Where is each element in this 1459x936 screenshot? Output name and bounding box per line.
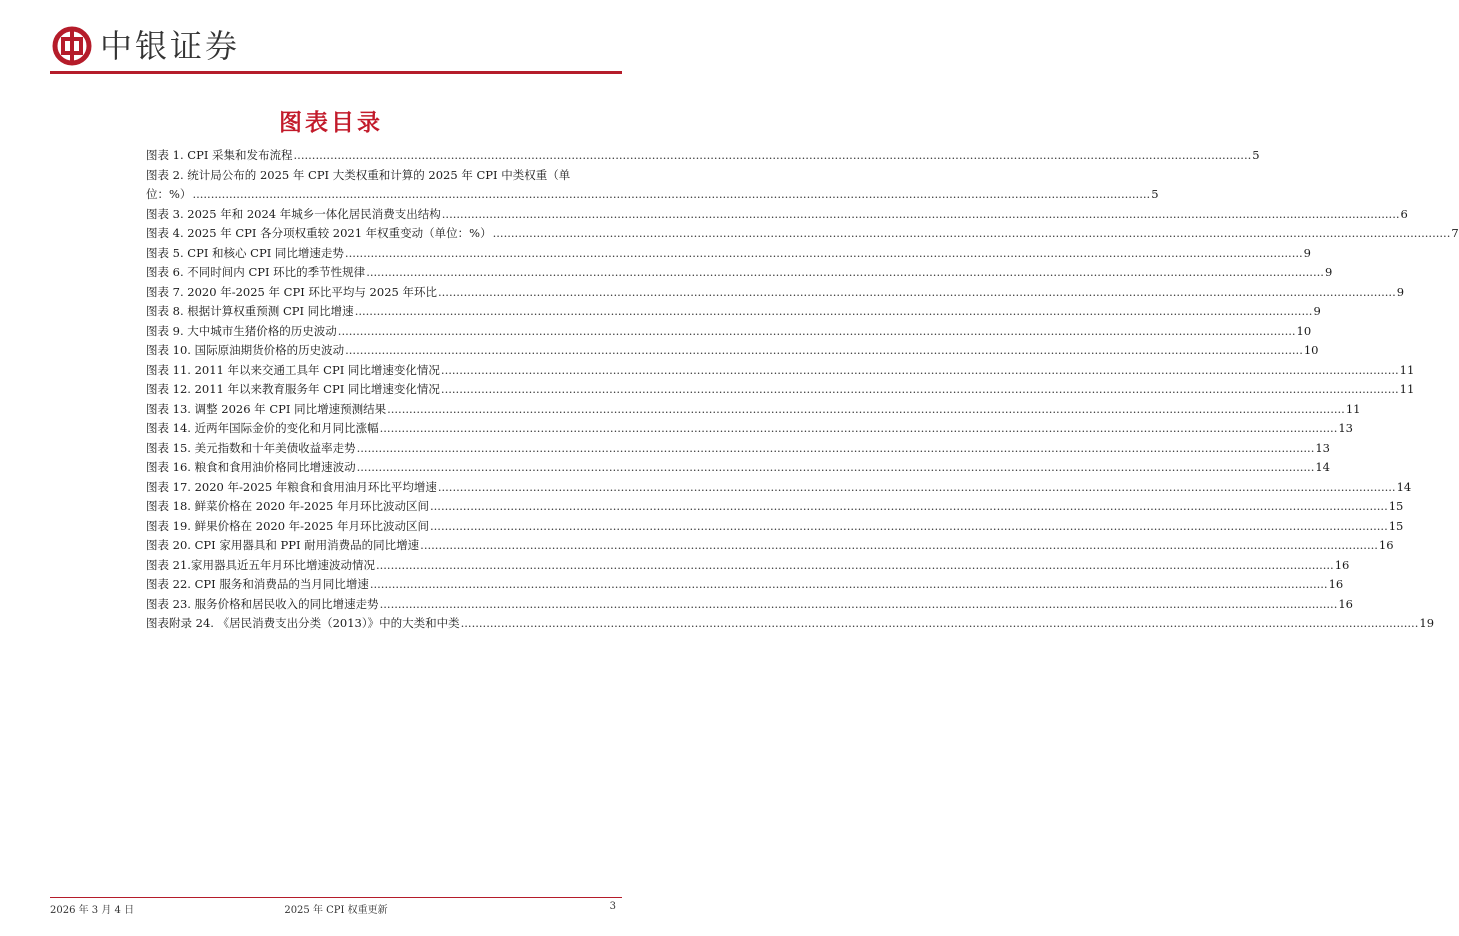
toc-leader-dots — [438, 478, 1396, 498]
toc-entry-label: 图表 1. CPI 采集和发布流程 — [146, 148, 293, 162]
toc-entry-page: 16 — [1328, 577, 1344, 591]
toc-entry-label: 图表 9. 大中城市生猪价格的历史波动 — [146, 323, 337, 338]
toc-entry-page: 9 — [1313, 304, 1321, 318]
toc-leader-dots — [387, 400, 1345, 420]
toc-entry-label: 图表 10. 国际原油期货价格的历史波动 — [146, 343, 345, 357]
toc-entry[interactable] — [146, 400, 1361, 420]
toc-leader-dots — [366, 263, 1324, 283]
toc-entry-label: 图表 20. CPI 家用器具和 PPI 耐用消费品的同比增速 — [146, 538, 420, 552]
toc-leader-dots — [357, 439, 1315, 459]
toc-leader-dots — [294, 146, 1252, 166]
toc-entry-label: 图表 11. 2011 年以来交通工具年 CPI 同比增速变化情况 — [146, 362, 440, 377]
toc-leader-dots — [493, 224, 1451, 244]
toc-leader-dots — [420, 536, 1378, 556]
toc-entry-label: 图表 6. 不同时间内 CPI 环比的季节性规律 — [146, 265, 366, 279]
toc-leader-dots — [338, 322, 1296, 342]
toc-entry[interactable] — [146, 517, 1404, 537]
toc-entry[interactable] — [146, 146, 1260, 166]
toc-entry-label: 图表 22. CPI 服务和消费品的当月同比增速 — [146, 577, 369, 591]
toc-entry-page: 9 — [1303, 245, 1311, 260]
table-of-figures — [146, 146, 1459, 634]
toc-entry[interactable] — [146, 185, 1159, 205]
page-title: 图表目录 — [279, 110, 383, 136]
toc-entry-label: 图表附录 24. 《居民消费支出分类（2013）》中的大类和中类 — [146, 616, 460, 630]
toc-entry-page: 9 — [1324, 265, 1333, 279]
toc-entry-page: 10 — [1296, 323, 1312, 338]
toc-entry-page: 9 — [1396, 284, 1405, 299]
toc-leader-dots — [380, 595, 1338, 615]
toc-entry[interactable] — [146, 575, 1344, 595]
toc-leader-dots — [380, 419, 1338, 439]
toc-entry-label: 图表 18. 鲜菜价格在 2020 年-2025 年月环比波动区间 — [146, 499, 429, 513]
brand-name: 中银证券 — [100, 27, 241, 65]
toc-entry-label: 图表 3. 2025 年和 2024 年城乡一体化居民消费支出结构 — [146, 206, 441, 221]
toc-entry[interactable] — [146, 283, 1405, 303]
toc-leader-dots — [345, 341, 1303, 361]
toc-leader-dots — [355, 302, 1313, 322]
toc-entry-page: 5 — [1252, 148, 1260, 162]
toc-entry-label: 图表 17. 2020 年-2025 年粮食和食用油月环比平均增速 — [146, 479, 437, 494]
toc-entry-page: 11 — [1399, 362, 1415, 377]
toc-entry-page: 11 — [1345, 401, 1361, 416]
toc-entry-page: 15 — [1388, 518, 1404, 533]
toc-leader-dots — [461, 614, 1419, 634]
toc-entry-label: 位：%） — [146, 187, 192, 201]
toc-entry-label: 图表 5. CPI 和核心 CPI 同比增速走势 — [146, 245, 344, 260]
footer-page-number: 3 — [609, 901, 616, 912]
toc-entry[interactable] — [146, 556, 1350, 576]
toc-entry-page: 7 — [1451, 226, 1459, 240]
toc-entry[interactable] — [146, 224, 1459, 244]
toc-entry[interactable] — [146, 302, 1321, 322]
toc-entry[interactable] — [146, 536, 1394, 556]
toc-entry-page: 16 — [1378, 538, 1394, 552]
toc-leader-dots — [442, 205, 1400, 225]
toc-entry-page: 6 — [1400, 206, 1408, 221]
toc-entry[interactable] — [146, 497, 1404, 517]
toc-entry[interactable] — [146, 419, 1353, 439]
toc-entry-page: 5 — [1151, 187, 1159, 201]
toc-entry-page: 13 — [1338, 421, 1353, 435]
toc-entry-label-line1: 图表 2. 统计局公布的 2025 年 CPI 大类权重和计算的 2025 年 CPI 中类权重（单 — [146, 167, 571, 182]
toc-entry-label: 图表 8. 根据计算权重预测 CPI 同比增速 — [146, 304, 354, 318]
toc-entry-page: 16 — [1338, 596, 1353, 611]
header — [52, 24, 240, 68]
toc-entry[interactable] — [146, 380, 1415, 400]
toc-entry[interactable] — [146, 263, 1333, 283]
toc-leader-dots — [441, 380, 1399, 400]
toc-leader-dots — [441, 361, 1399, 381]
toc-entry-page: 16 — [1334, 557, 1350, 572]
footer-divider — [50, 897, 622, 898]
toc-entry-label: 图表 7. 2020 年-2025 年 CPI 环比平均与 2025 年环比 — [146, 284, 437, 299]
toc-entry-label: 图表 16. 粮食和食用油价格同比增速波动 — [146, 460, 356, 474]
toc-entry-page: 14 — [1315, 460, 1330, 474]
footer-date: 2026 年 3 月 4 日 — [50, 905, 135, 916]
toc-entry-label: 图表 21.家用器具近五年月环比增速波动情况 — [146, 557, 375, 572]
toc-entry-page: 14 — [1396, 479, 1412, 494]
toc-leader-dots — [430, 517, 1388, 537]
toc-entry-page: 15 — [1388, 499, 1404, 513]
toc-entry-page: 13 — [1315, 440, 1330, 455]
toc-entry[interactable] — [146, 614, 1435, 634]
header-divider — [50, 71, 622, 74]
toc-entry-label: 图表 23. 服务价格和居民收入的同比增速走势 — [146, 596, 379, 611]
toc-entry[interactable] — [146, 595, 1353, 615]
toc-entry-wrapped-line[interactable] — [146, 166, 622, 186]
toc-entry[interactable] — [146, 478, 1412, 498]
toc-entry-label: 图表 13. 调整 2026 年 CPI 同比增速预测结果 — [146, 401, 387, 416]
toc-entry-page: 10 — [1303, 343, 1319, 357]
toc-leader-dots — [370, 575, 1328, 595]
toc-leader-dots — [357, 458, 1315, 478]
toc-entry-label: 图表 4. 2025 年 CPI 各分项权重较 2021 年权重变动（单位：%） — [146, 226, 492, 240]
toc-leader-dots — [438, 283, 1396, 303]
toc-entry-label: 图表 19. 鲜果价格在 2020 年-2025 年月环比波动区间 — [146, 518, 429, 533]
toc-entry-label: 图表 12. 2011 年以来教育服务年 CPI 同比增速变化情况 — [146, 382, 440, 396]
toc-entry[interactable] — [146, 361, 1415, 381]
toc-leader-dots — [192, 185, 1150, 205]
toc-entry[interactable] — [146, 458, 1330, 478]
toc-entry-label: 图表 15. 美元指数和十年美债收益率走势 — [146, 440, 356, 455]
bank-of-china-logo-icon — [52, 26, 92, 66]
toc-leader-dots — [430, 497, 1388, 517]
toc-entry[interactable] — [146, 439, 1330, 459]
toc-entry[interactable] — [146, 244, 1311, 264]
footer-report-title: 2025 年 CPI 权重更新 — [284, 905, 388, 916]
toc-entry-page: 19 — [1419, 616, 1435, 630]
toc-leader-dots — [376, 556, 1334, 576]
toc-entry[interactable] — [146, 322, 1312, 342]
toc-entry[interactable] — [146, 205, 1408, 225]
toc-leader-dots — [345, 244, 1303, 264]
toc-entry-label: 图表 14. 近两年国际金价的变化和月同比涨幅 — [146, 421, 379, 435]
toc-entry-page: 11 — [1399, 382, 1415, 396]
toc-entry[interactable] — [146, 341, 1319, 361]
